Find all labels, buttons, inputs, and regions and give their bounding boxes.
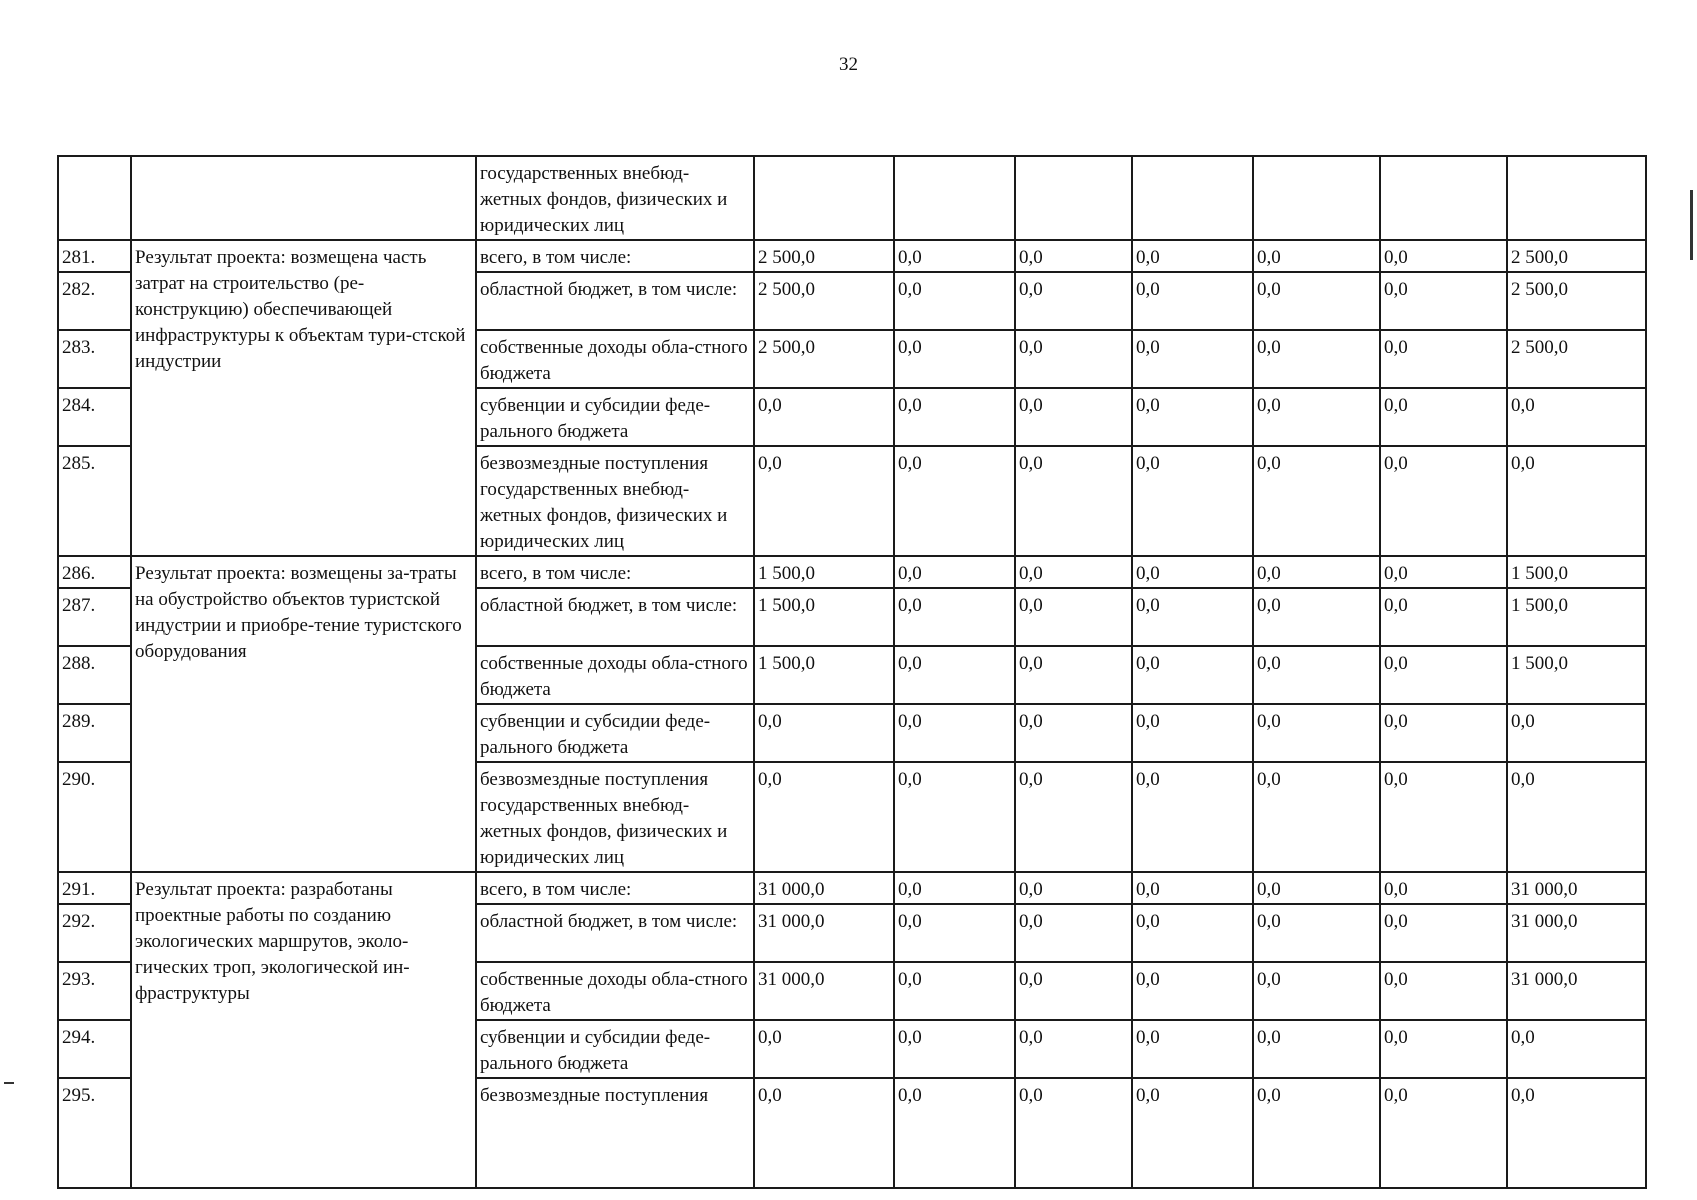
value-cell: 0,0: [1015, 330, 1132, 388]
value-cell: 0,0: [1380, 556, 1507, 588]
value-cell: 0,0: [1132, 556, 1253, 588]
value-cell: 0,0: [1253, 704, 1380, 762]
value-cell: 0,0: [894, 962, 1015, 1020]
value-cell: 31 000,0: [754, 904, 894, 962]
value-cell: 0,0: [1507, 388, 1646, 446]
left-margin-mark: [4, 1082, 14, 1084]
value-cell: 0,0: [1380, 588, 1507, 646]
value-cell: 0,0: [1132, 330, 1253, 388]
value-cell: [894, 156, 1015, 240]
value-cell: 0,0: [1015, 962, 1132, 1020]
value-cell: 0,0: [1015, 556, 1132, 588]
value-cell: 0,0: [894, 762, 1015, 872]
value-cell: 0,0: [1015, 872, 1132, 904]
value-cell: 1 500,0: [1507, 556, 1646, 588]
value-cell: 0,0: [1015, 446, 1132, 556]
value-cell: 0,0: [1132, 240, 1253, 272]
value-cell: 0,0: [1015, 646, 1132, 704]
value-cell: 0,0: [1015, 272, 1132, 330]
value-cell: 0,0: [1132, 1020, 1253, 1078]
value-cell: 0,0: [894, 330, 1015, 388]
value-cell: [1380, 156, 1507, 240]
description-cell: [131, 156, 476, 240]
value-cell: [1253, 156, 1380, 240]
value-cell: 0,0: [754, 762, 894, 872]
value-cell: 0,0: [894, 272, 1015, 330]
value-cell: 31 000,0: [1507, 872, 1646, 904]
value-cell: 0,0: [1132, 646, 1253, 704]
budget-table: [57, 155, 1647, 1189]
value-cell: 0,0: [754, 704, 894, 762]
source-cell: безвозмездные поступления государственных внебюд-жетных фондов, физических и юридических лиц: [476, 762, 754, 872]
description-cell: Результат проекта: разработаны проектные работы по созданию экологических маршрутов, эколо-гических троп, экологической ин-фраструктуры: [131, 872, 476, 1188]
value-cell: [1015, 156, 1132, 240]
value-cell: 31 000,0: [1507, 904, 1646, 962]
row-number-cell: 282.: [58, 272, 131, 330]
value-cell: 0,0: [894, 240, 1015, 272]
right-margin-mark: [1690, 190, 1693, 260]
value-cell: 0,0: [894, 704, 1015, 762]
value-cell: 0,0: [1253, 872, 1380, 904]
source-cell: собственные доходы обла-стного бюджета: [476, 646, 754, 704]
source-cell: всего, в том числе:: [476, 872, 754, 904]
value-cell: [1507, 156, 1646, 240]
source-cell: безвозмездные поступления государственных внебюд-жетных фондов, физических и юридических лиц: [476, 446, 754, 556]
row-number-cell: 286.: [58, 556, 131, 588]
value-cell: 0,0: [1380, 704, 1507, 762]
value-cell: 0,0: [1015, 1078, 1132, 1188]
value-cell: 0,0: [1380, 330, 1507, 388]
value-cell: 0,0: [1380, 762, 1507, 872]
value-cell: 0,0: [1132, 446, 1253, 556]
value-cell: 0,0: [1015, 704, 1132, 762]
value-cell: 0,0: [894, 872, 1015, 904]
value-cell: 2 500,0: [1507, 240, 1646, 272]
value-cell: 0,0: [1253, 240, 1380, 272]
value-cell: [1132, 156, 1253, 240]
row-number-cell: 287.: [58, 588, 131, 646]
value-cell: 0,0: [1253, 330, 1380, 388]
table-row: [58, 872, 1646, 904]
row-number-cell: 285.: [58, 446, 131, 556]
value-cell: 0,0: [1132, 762, 1253, 872]
value-cell: 0,0: [1132, 1078, 1253, 1188]
value-cell: 0,0: [1015, 588, 1132, 646]
value-cell: 0,0: [1253, 762, 1380, 872]
value-cell: 0,0: [1132, 272, 1253, 330]
value-cell: 0,0: [1253, 904, 1380, 962]
row-number-cell: 289.: [58, 704, 131, 762]
value-cell: 0,0: [1253, 1020, 1380, 1078]
value-cell: 0,0: [1015, 1020, 1132, 1078]
value-cell: 0,0: [894, 556, 1015, 588]
value-cell: 0,0: [1380, 240, 1507, 272]
value-cell: 0,0: [1015, 762, 1132, 872]
value-cell: 2 500,0: [1507, 330, 1646, 388]
row-number-cell: 290.: [58, 762, 131, 872]
value-cell: 0,0: [1380, 646, 1507, 704]
source-cell: субвенции и субсидии феде-рального бюджета: [476, 388, 754, 446]
row-number-cell: [58, 156, 131, 240]
value-cell: 31 000,0: [754, 962, 894, 1020]
value-cell: 0,0: [1253, 962, 1380, 1020]
value-cell: 1 500,0: [754, 556, 894, 588]
row-number-cell: 291.: [58, 872, 131, 904]
source-cell: областной бюджет, в том числе:: [476, 588, 754, 646]
value-cell: 0,0: [1015, 388, 1132, 446]
value-cell: 0,0: [1507, 1020, 1646, 1078]
value-cell: 0,0: [1380, 272, 1507, 330]
value-cell: 0,0: [894, 904, 1015, 962]
value-cell: 0,0: [1132, 962, 1253, 1020]
value-cell: 0,0: [1132, 588, 1253, 646]
value-cell: 1 500,0: [754, 646, 894, 704]
value-cell: 0,0: [894, 1078, 1015, 1188]
value-cell: 0,0: [1380, 962, 1507, 1020]
source-cell: собственные доходы обла-стного бюджета: [476, 962, 754, 1020]
value-cell: 0,0: [1015, 904, 1132, 962]
value-cell: 0,0: [1132, 904, 1253, 962]
source-cell: безвозмездные поступления: [476, 1078, 754, 1188]
value-cell: 0,0: [1253, 272, 1380, 330]
value-cell: 0,0: [1380, 872, 1507, 904]
description-cell: Результат проекта: возмещена часть затрат на строительство (ре-конструкцию) обеспечивающей инфраструктуры к объектам тури-стской индустрии: [131, 240, 476, 556]
value-cell: 2 500,0: [754, 272, 894, 330]
value-cell: 0,0: [1507, 762, 1646, 872]
source-cell: всего, в том числе:: [476, 556, 754, 588]
value-cell: 0,0: [894, 446, 1015, 556]
value-cell: 0,0: [754, 446, 894, 556]
value-cell: 0,0: [1253, 588, 1380, 646]
value-cell: 2 500,0: [754, 330, 894, 388]
value-cell: 0,0: [754, 1020, 894, 1078]
value-cell: 0,0: [1380, 904, 1507, 962]
table-row: [58, 156, 1646, 240]
value-cell: 0,0: [1380, 388, 1507, 446]
row-number-cell: 292.: [58, 904, 131, 962]
value-cell: 0,0: [1253, 556, 1380, 588]
value-cell: 0,0: [1380, 1078, 1507, 1188]
source-cell: областной бюджет, в том числе:: [476, 272, 754, 330]
row-number-cell: 295.: [58, 1078, 131, 1188]
table-row: [58, 240, 1646, 272]
row-number-cell: 281.: [58, 240, 131, 272]
value-cell: 0,0: [894, 646, 1015, 704]
value-cell: 0,0: [1015, 240, 1132, 272]
value-cell: 0,0: [1253, 446, 1380, 556]
row-number-cell: 293.: [58, 962, 131, 1020]
row-number-cell: 284.: [58, 388, 131, 446]
value-cell: 0,0: [1132, 704, 1253, 762]
value-cell: 31 000,0: [1507, 962, 1646, 1020]
value-cell: 0,0: [1253, 388, 1380, 446]
value-cell: 0,0: [894, 388, 1015, 446]
source-cell: собственные доходы обла-стного бюджета: [476, 330, 754, 388]
value-cell: 1 500,0: [1507, 588, 1646, 646]
row-number-cell: 294.: [58, 1020, 131, 1078]
value-cell: 0,0: [1507, 446, 1646, 556]
value-cell: 0,0: [1507, 1078, 1646, 1188]
value-cell: 0,0: [1507, 704, 1646, 762]
value-cell: 0,0: [894, 588, 1015, 646]
table-row: [58, 556, 1646, 588]
row-number-cell: 288.: [58, 646, 131, 704]
value-cell: 1 500,0: [754, 588, 894, 646]
value-cell: 2 500,0: [1507, 272, 1646, 330]
value-cell: [754, 156, 894, 240]
row-number-cell: 283.: [58, 330, 131, 388]
value-cell: 0,0: [1253, 646, 1380, 704]
page-number: 32: [839, 54, 858, 75]
value-cell: 0,0: [754, 388, 894, 446]
source-cell: субвенции и субсидии феде-рального бюджета: [476, 1020, 754, 1078]
source-cell: государственных внебюд-жетных фондов, физических и юридических лиц: [476, 156, 754, 240]
value-cell: 2 500,0: [754, 240, 894, 272]
source-cell: областной бюджет, в том числе:: [476, 904, 754, 962]
value-cell: 0,0: [1132, 872, 1253, 904]
value-cell: 1 500,0: [1507, 646, 1646, 704]
value-cell: 31 000,0: [754, 872, 894, 904]
value-cell: 0,0: [754, 1078, 894, 1188]
source-cell: субвенции и субсидии феде-рального бюджета: [476, 704, 754, 762]
value-cell: 0,0: [1380, 446, 1507, 556]
value-cell: 0,0: [1253, 1078, 1380, 1188]
value-cell: 0,0: [1132, 388, 1253, 446]
value-cell: 0,0: [894, 1020, 1015, 1078]
source-cell: всего, в том числе:: [476, 240, 754, 272]
description-cell: Результат проекта: возмещены за-траты на обустройство объектов туристской индустрии и приобре-тение туристского оборудования: [131, 556, 476, 872]
value-cell: 0,0: [1380, 1020, 1507, 1078]
